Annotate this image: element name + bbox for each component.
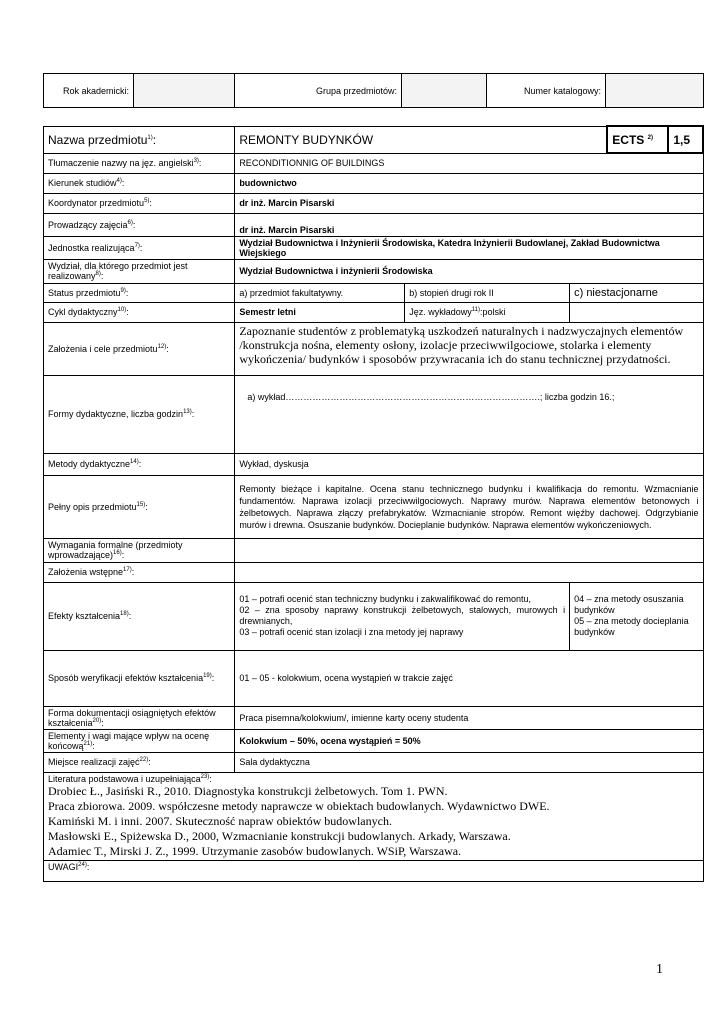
grupa-value	[402, 74, 487, 108]
opis-value: Remonty bieżące i kapitalne. Ocena stanu technicznego budynku i kwalifikacja do remontu. Wzmacnianie fundamentów. Naprawa izolacji przeciwwilgociowych. Naprawy murów. Naprawa elementów betonowych i żelbetowych. Naprawa złączy prefabrykatów. Wzmacnianie stropów. Remont więźby dachowej. Odgrzybianie murów i drewna. Osuszanie budynków. Docieplanie budynków. Naprawa elementów wykończeniowych.	[235, 475, 703, 538]
row-status	[44, 283, 704, 302]
row-kierunek	[44, 173, 704, 193]
kierunek-value: budownictwo	[235, 173, 703, 193]
status-a: a) przedmiot fakultatywny.	[235, 283, 405, 302]
page-number: 1	[656, 962, 663, 977]
lit-item: Drobiec Ł., Jasiński R., 2010. Diagnostyka konstrukcji żelbetowych. Tom 1. PWN.	[48, 783, 448, 798]
jez-cell: Jęz. wykładowy$^{11)}$:polski	[405, 302, 570, 322]
status-c: c) niestacjonarne	[570, 283, 703, 302]
header-table	[43, 73, 704, 108]
row-zal-wst	[44, 562, 704, 582]
wydzial-value: Wydział Budownictwa i inżynierii Środowiska	[235, 259, 703, 283]
cykl-value: Semestr letni	[235, 302, 405, 322]
row-literatura	[44, 772, 704, 860]
opis-label: Pełny opis przedmiotu$^{15)}$:	[44, 475, 235, 538]
koord-value: dr inż. Marcin Pisarski	[235, 193, 703, 213]
numer-value	[606, 74, 704, 108]
zal-wst-label: Założenia wstępne$^{17)}$:	[44, 562, 235, 582]
efekty-left: 01 – potrafi ocenić stan techniczny budynku i zakwalifikować do remontu, 02 – zna sposoby naprawy konstrukcji żelbetowych, stalowych, murowych i drewnianych, 03 – potrafi ocenić stan izolacji i zna metody jej naprawy	[235, 582, 570, 650]
name-label: Nazwa przedmiotu$^{1)}$:	[44, 126, 235, 153]
cykl-empty	[570, 302, 703, 322]
row-elementy	[44, 729, 704, 752]
efekty-right: 04 – zna metody osuszania budynków 05 – zna metody docieplania budynków	[570, 582, 703, 650]
jedn-label: Jednostka realizująca$^{7)}$:	[44, 236, 235, 259]
prow-value: dr inż. Marcin Pisarski	[235, 213, 703, 236]
row-name	[44, 126, 704, 153]
wym-label: Wymagania formalne (przedmioty wprowadzające)$^{16)}$:	[44, 538, 235, 562]
elem-value: Kolokwium – 50%, ocena wystąpień = 50%	[235, 729, 703, 752]
zal-wst-value	[235, 562, 703, 582]
translation-label: Tłumaczenie nazwy na jęz. angielski$^{3)}$:	[44, 153, 235, 173]
row-koordynator	[44, 193, 704, 213]
metody-label: Metody dydaktyczne$^{14)}$:	[44, 453, 235, 475]
lit-item: Masłowski E., Spiżewska D., 2000, Wzmacnianie konstrukcji budowlanych. Arkady, Warszawa.	[48, 828, 511, 843]
lit-item: Kamiński M. i inni. 2007. Skuteczność napraw obiektów budowlanych.	[48, 813, 392, 828]
formy-label: Formy dydaktyczne, liczba godzin$^{13)}$:	[44, 375, 235, 453]
uwagi-cell: UWAGI$^{24)}$:	[44, 860, 704, 881]
metody-value: Wykład, dyskusja	[235, 453, 703, 475]
course-table	[43, 125, 704, 882]
grupa-label: Grupa przedmiotów:	[235, 74, 402, 108]
spos-value: 01 – 05 - kolokwium, ocena wystąpień w trakcie zajęć	[235, 650, 703, 706]
wydzial-label: Wydział, dla którego przedmiot jest realizowany$^{8)}$:	[44, 259, 235, 283]
row-miejsce	[44, 752, 704, 772]
zal-cele-label: Założenia i cele przedmiotu$^{12)}$:	[44, 322, 235, 375]
formy-value: a) wykład………………………………………………………………………….; liczba godzin 16.;	[235, 375, 703, 453]
status-b: b) stopień drugi rok II	[405, 283, 570, 302]
zal-cele-value: Zapoznanie studentów z problematyką uszkodzeń naturalnych i nadzwyczajnych elementów /konstrukcja nośna, elementy osłony, izolacje przeciwwilgociowe, stolarka i elementy wykończenia/ budynków i sposobów przywracania ich do stanu technicznej przydatności.	[235, 322, 703, 375]
miejsce-label: Miejsce realizacji zajęć$^{22)}$:	[44, 752, 235, 772]
row-wymagania	[44, 538, 704, 562]
kierunek-label: Kierunek studiów$^{4)}$:	[44, 173, 235, 193]
row-zalozenia-cele	[44, 322, 704, 375]
ects-label: ECTS $^{2)}$	[607, 126, 668, 153]
lit-item: Adamiec T., Mirski J. Z., 1999. Utrzymanie zasobów budowlanych. WSiP, Warszawa.	[48, 843, 462, 858]
forma-dok-label: Forma dokumentacji osiągniętych efektów kształcenia$^{20)}$:	[44, 706, 235, 729]
row-prowadzacy	[44, 213, 704, 236]
lit-item: Praca zbiorowa. 2009. współczesne metody naprawcze w obiektach budowlanych. Wydawnictwo DWE.	[48, 798, 550, 813]
row-forma-dok	[44, 706, 704, 729]
rok-value	[134, 74, 235, 108]
rok-label: Rok akademicki:	[44, 74, 134, 108]
jedn-value: Wydział Budownictwa i Inżynierii Środowiska, Katedra Inżynierii Budowlanej, Zakład Budownictwa Wiejskiego	[235, 236, 703, 259]
row-jednostka	[44, 236, 704, 259]
miejsce-value: Sala dydaktyczna	[235, 752, 703, 772]
row-opis	[44, 475, 704, 538]
koord-label: Koordynator przedmiotu$^{5)}$:	[44, 193, 235, 213]
translation-value: RECONDITIONNIG OF BUILDINGS	[235, 153, 703, 173]
cykl-label: Cykl dydaktyczny$^{10)}$:	[44, 302, 235, 322]
numer-label: Numer katalogowy:	[487, 74, 606, 108]
row-translation	[44, 153, 704, 173]
forma-dok-value: Praca pisemna/kolokwium/, imienne karty oceny studenta	[235, 706, 703, 729]
row-efekty	[44, 582, 704, 650]
literatura-cell	[44, 772, 704, 860]
lit-list	[48, 784, 699, 859]
prow-label: Prowadzący zajęcia$^{6)}$:	[44, 213, 235, 236]
status-label: Status przedmiotu$^{9)}$:	[44, 283, 235, 302]
row-uwagi	[44, 860, 704, 881]
lit-label: Literatura podstawowa i uzupełniająca$^{23)}$:	[48, 773, 212, 784]
row-metody	[44, 453, 704, 475]
row-sposob	[44, 650, 704, 706]
row-cykl	[44, 302, 704, 322]
spos-label: Sposób weryfikacji efektów kształcenia$^{19)}$:	[44, 650, 235, 706]
wym-value	[235, 538, 703, 562]
row-formy	[44, 375, 704, 453]
efekty-label: Efekty kształcenia$^{18)}$:	[44, 582, 235, 650]
row-wydzial	[44, 259, 704, 283]
ects-value: 1,5	[668, 126, 703, 153]
elem-label: Elementy i wagi mające wpływ na ocenę końcową$^{21)}$:	[44, 729, 235, 752]
course-name: REMONTY BUDYNKÓW	[235, 126, 607, 153]
